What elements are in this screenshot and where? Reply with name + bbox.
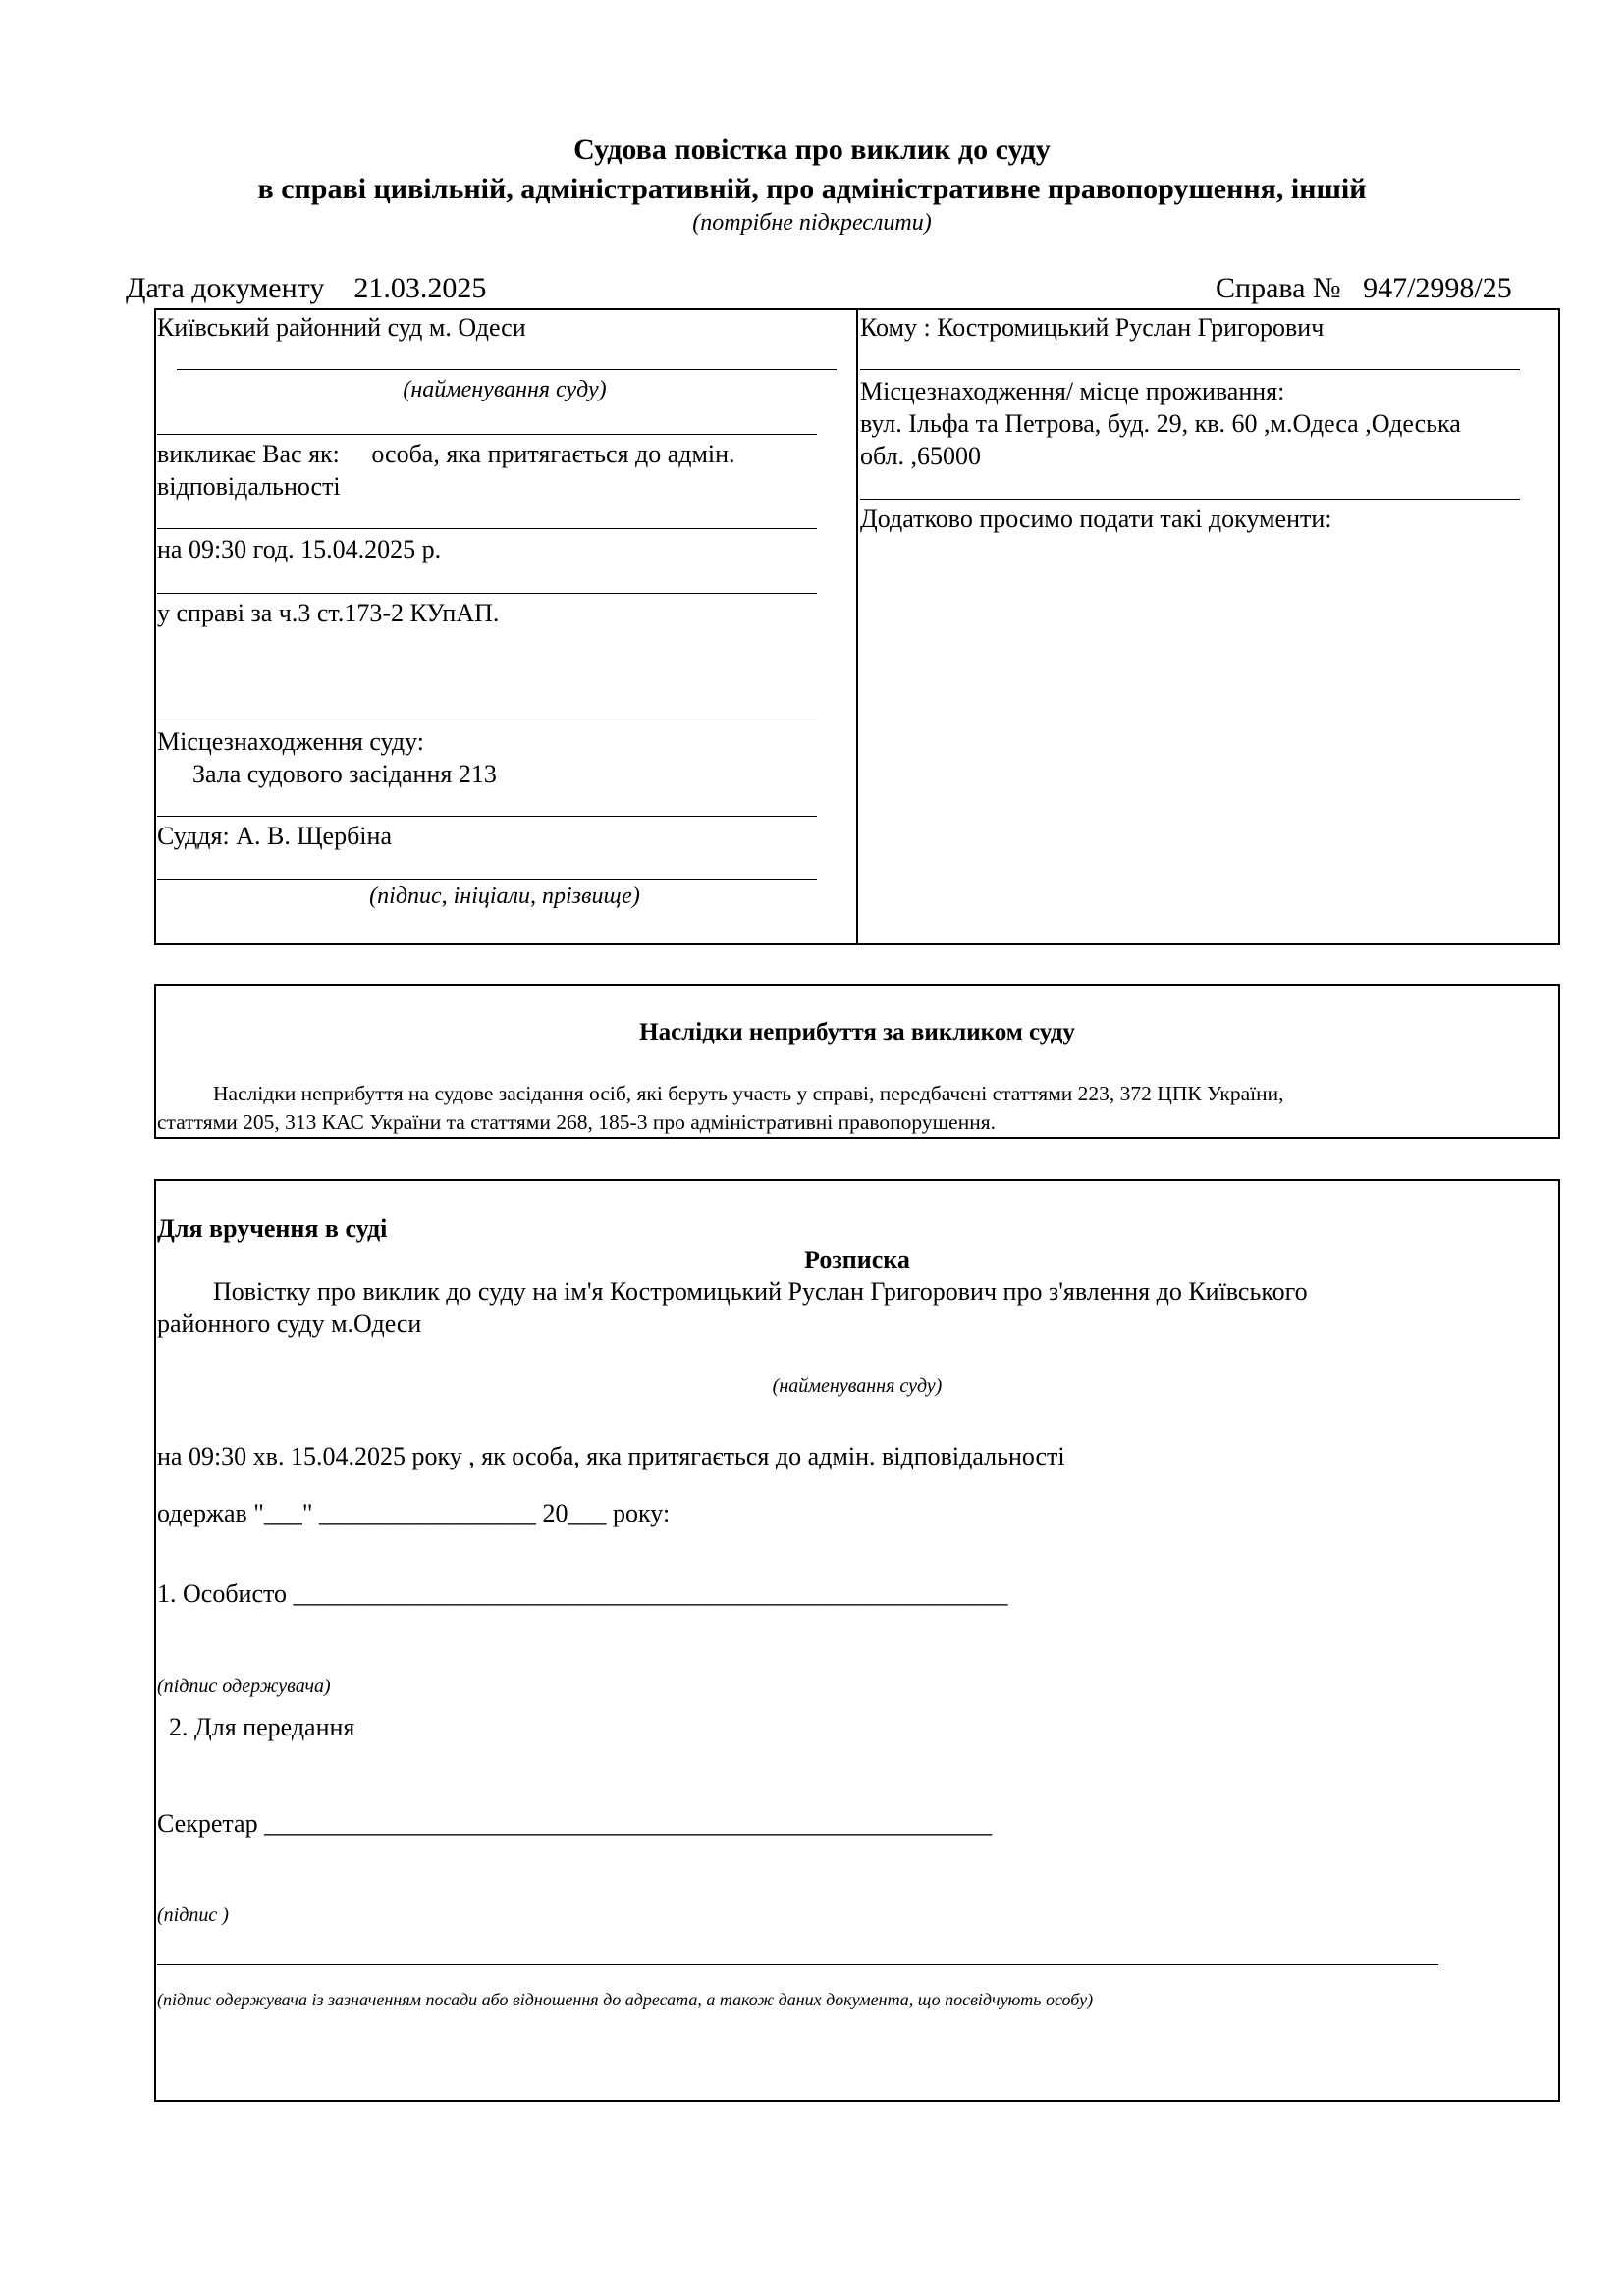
extra-documents: Додатково просимо подати такі документи: [860,505,1332,533]
received-line: одержав "___" _________________ 20___ року: [157,1499,671,1527]
summons-label: викликає Вас як: [157,440,340,468]
signature-caption-short: (підпис ) [157,1904,229,1926]
rule [177,369,837,370]
doc-date-value: 21.03.2025 [353,272,487,304]
recipient-signature-caption: (підпис одержувача) [157,1676,331,1697]
rule [860,369,1520,370]
court-caption: (найменування суду) [403,377,607,402]
summons-role-line-2: відповідальності [157,472,341,501]
case-number [1216,272,1512,305]
consequences-text-line-1: Наслідки неприбуття на судове засідання осіб, які беруть участь у справі, передбачені статтями 223, 372 ЦПК України, [213,1082,1284,1105]
title-note: (потрібне підкреслити) [692,210,932,236]
doc-date-label: Дата документу [126,272,325,304]
hearing-time: на 09:30 год. 15.04.2025 р. [157,535,442,563]
consequences-text-line-2: статтями 205, 313 КАС України та статтями 268, 185-3 про адміністративні правопорушення. [157,1110,996,1134]
rule [157,528,817,529]
address-line-1: вул. Ільфа та Петрова, буд. 29, кв. 60 ,м.Одеса ,Одеська [860,409,1461,438]
bottom-signature-rule [157,1964,1438,1965]
receipt-line-2: районного суду м.Одеси [157,1309,422,1338]
table-divider [856,308,858,945]
doc-date [126,272,486,305]
case-article: у справі за ч.3 ст.173-2 КУпАП. [157,599,500,627]
summons-role: особа, яка притягається до адмін. [371,440,735,468]
case-number-value: 947/2998/25 [1363,272,1512,304]
case-label: Справа № [1216,272,1341,304]
summons-as [157,440,735,469]
receipt-time-line: на 09:30 хв. 15.04.2025 року , як особа, яка притягається до адмін. відповідальності [157,1442,1065,1470]
court-location-value: Зала судового засідання 213 [192,760,497,788]
rule [157,434,817,435]
receipt-line-1: Повістку про виклик до суду на ім'я Костромицький Руслан Григорович про з'явлення до Київського [213,1277,1308,1306]
signature-caption: (підпис, ініціали, прізвище) [369,883,640,909]
personally-line: 1. Особисто ________________________________________________________ [157,1579,1008,1608]
for-transfer: 2. Для передання [169,1713,355,1741]
judge: Суддя: А. В. Щербіна [157,822,392,850]
rule [157,879,817,880]
rule [860,499,1520,500]
title-line-1: Судова повістка про виклик до суду [573,133,1051,166]
court-name: Київський районний суд м. Одеси [157,313,526,342]
receipt-court-caption: (найменування суду) [772,1375,943,1397]
receipt-title: Розписка [804,1246,910,1274]
consequences-title: Наслідки неприбуття за викликом суду [639,1019,1075,1045]
receipt-heading: Для вручення в суді [157,1214,388,1243]
recipient: Кому : Костромицький Руслан Григорович [860,313,1325,342]
rule [157,593,817,594]
bottom-caption: (підпис одержувача із зазначенням посади або відношення до адресата, а також даних документа, що посвідчують особу) [157,1990,1094,2009]
address-label: Місцезнаходження/ місце проживання: [860,377,1285,405]
rule [157,816,817,817]
court-location-label: Місцезнаходження суду: [157,727,424,756]
title-line-2: в справі цивільній, адміністративній, про адміністративне правопорушення, іншій [257,173,1367,205]
address-line-2: обл. ,65000 [860,442,982,470]
secretary-line: Секретар _________________________________________________________ [157,1809,993,1838]
